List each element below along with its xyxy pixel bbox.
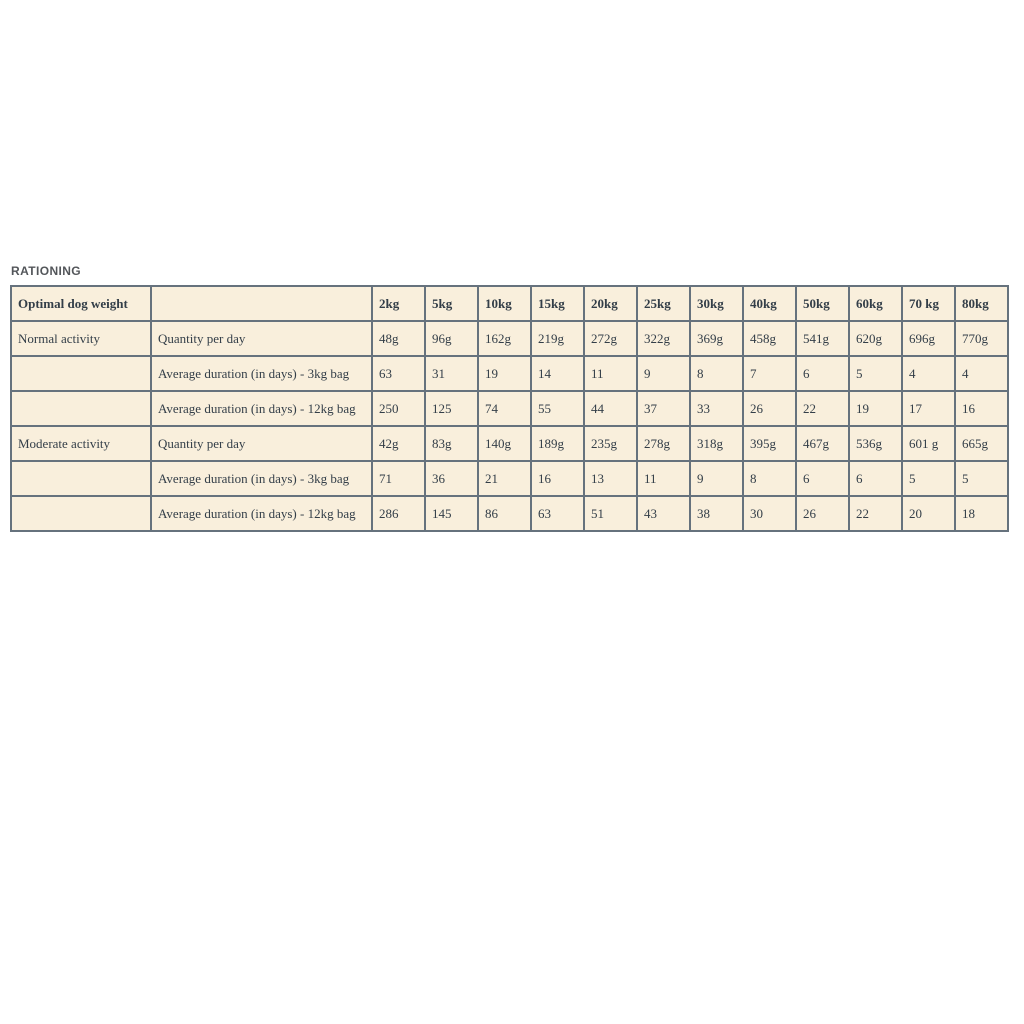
value-cell: 13 (584, 461, 637, 496)
value-cell: 63 (531, 496, 584, 531)
value-cell: 536g (849, 426, 902, 461)
header-row (11, 286, 1008, 321)
value-cell: 5 (902, 461, 955, 496)
value-cell: 369g (690, 321, 743, 356)
value-cell: 6 (796, 461, 849, 496)
value-cell: 71 (372, 461, 425, 496)
activity-cell: Normal activity (11, 321, 151, 356)
table-row (11, 426, 1008, 461)
table-row (11, 461, 1008, 496)
value-cell: 125 (425, 391, 478, 426)
rationing-table (10, 285, 1009, 532)
table-row (11, 321, 1008, 356)
value-cell: 6 (849, 461, 902, 496)
value-cell: 37 (637, 391, 690, 426)
weight-header-cell: 40kg (743, 286, 796, 321)
value-cell: 55 (531, 391, 584, 426)
value-cell: 770g (955, 321, 1008, 356)
value-cell: 5 (955, 461, 1008, 496)
value-cell: 665g (955, 426, 1008, 461)
value-cell: 8 (743, 461, 796, 496)
value-cell: 22 (796, 391, 849, 426)
activity-cell (11, 461, 151, 496)
metric-cell: Average duration (in days) - 12kg bag (151, 496, 372, 531)
value-cell: 26 (743, 391, 796, 426)
value-cell: 16 (531, 461, 584, 496)
value-cell: 14 (531, 356, 584, 391)
value-cell: 286 (372, 496, 425, 531)
value-cell: 21 (478, 461, 531, 496)
activity-cell (11, 391, 151, 426)
weight-header-cell: 2kg (372, 286, 425, 321)
value-cell: 145 (425, 496, 478, 531)
weight-header-cell: 70 kg (902, 286, 955, 321)
weight-header-cell: 30kg (690, 286, 743, 321)
value-cell: 4 (955, 356, 1008, 391)
value-cell: 318g (690, 426, 743, 461)
value-cell: 44 (584, 391, 637, 426)
table-row (11, 391, 1008, 426)
value-cell: 9 (637, 356, 690, 391)
value-cell: 18 (955, 496, 1008, 531)
value-cell: 19 (849, 391, 902, 426)
value-cell: 48g (372, 321, 425, 356)
table-body (11, 321, 1008, 531)
value-cell: 467g (796, 426, 849, 461)
metric-cell: Average duration (in days) - 3kg bag (151, 356, 372, 391)
value-cell: 11 (584, 356, 637, 391)
metric-cell: Quantity per day (151, 321, 372, 356)
weight-header-cell: 5kg (425, 286, 478, 321)
value-cell: 696g (902, 321, 955, 356)
value-cell: 96g (425, 321, 478, 356)
value-cell: 219g (531, 321, 584, 356)
value-cell: 189g (531, 426, 584, 461)
value-cell: 26 (796, 496, 849, 531)
value-cell: 278g (637, 426, 690, 461)
value-cell: 19 (478, 356, 531, 391)
value-cell: 22 (849, 496, 902, 531)
weight-header-cell: 50kg (796, 286, 849, 321)
weight-header-cell: 20kg (584, 286, 637, 321)
value-cell: 620g (849, 321, 902, 356)
value-cell: 43 (637, 496, 690, 531)
rationing-heading: RATIONING (11, 264, 82, 278)
value-cell: 20 (902, 496, 955, 531)
weight-header-cell: 25kg (637, 286, 690, 321)
value-cell: 33 (690, 391, 743, 426)
value-cell: 38 (690, 496, 743, 531)
value-cell: 8 (690, 356, 743, 391)
value-cell: 162g (478, 321, 531, 356)
corner-header-cell: Optimal dog weight (11, 286, 151, 321)
activity-cell: Moderate activity (11, 426, 151, 461)
weight-header-cell: 15kg (531, 286, 584, 321)
value-cell: 458g (743, 321, 796, 356)
value-cell: 601 g (902, 426, 955, 461)
value-cell: 74 (478, 391, 531, 426)
value-cell: 6 (796, 356, 849, 391)
value-cell: 5 (849, 356, 902, 391)
value-cell: 31 (425, 356, 478, 391)
table-row (11, 496, 1008, 531)
value-cell: 4 (902, 356, 955, 391)
rationing-section (10, 264, 1009, 532)
metric-cell: Average duration (in days) - 12kg bag (151, 391, 372, 426)
table-row (11, 356, 1008, 391)
weight-header-cell: 10kg (478, 286, 531, 321)
empty-header-cell (151, 286, 372, 321)
value-cell: 16 (955, 391, 1008, 426)
value-cell: 235g (584, 426, 637, 461)
value-cell: 42g (372, 426, 425, 461)
value-cell: 272g (584, 321, 637, 356)
value-cell: 541g (796, 321, 849, 356)
value-cell: 11 (637, 461, 690, 496)
value-cell: 86 (478, 496, 531, 531)
value-cell: 30 (743, 496, 796, 531)
metric-cell: Quantity per day (151, 426, 372, 461)
value-cell: 395g (743, 426, 796, 461)
weight-header-cell: 60kg (849, 286, 902, 321)
metric-cell: Average duration (in days) - 3kg bag (151, 461, 372, 496)
value-cell: 9 (690, 461, 743, 496)
value-cell: 7 (743, 356, 796, 391)
value-cell: 140g (478, 426, 531, 461)
activity-cell (11, 496, 151, 531)
value-cell: 322g (637, 321, 690, 356)
value-cell: 36 (425, 461, 478, 496)
value-cell: 83g (425, 426, 478, 461)
activity-cell (11, 356, 151, 391)
weight-header-cell: 80kg (955, 286, 1008, 321)
value-cell: 250 (372, 391, 425, 426)
value-cell: 63 (372, 356, 425, 391)
value-cell: 17 (902, 391, 955, 426)
value-cell: 51 (584, 496, 637, 531)
